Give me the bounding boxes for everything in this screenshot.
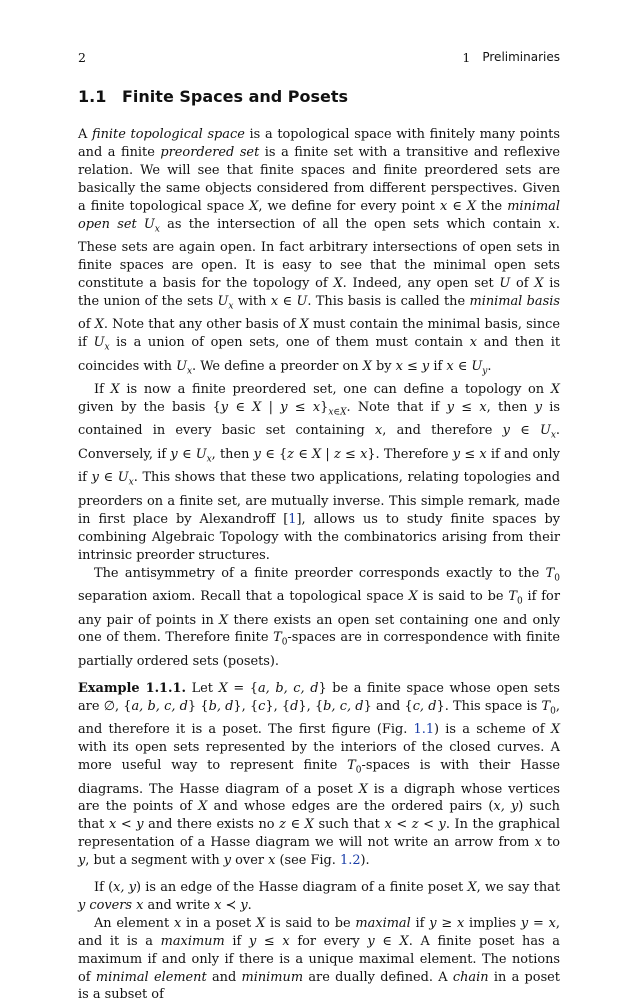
text-run: if [410,915,430,931]
text-run: x [384,817,392,833]
text-run: } [320,400,329,415]
text-run: x [228,301,234,312]
text-run: minimum [241,969,304,985]
text-run: ≤ [340,446,361,462]
text-run: } be a finite space whose open sets are ∅, { [78,680,560,714]
text-run: U [539,423,551,439]
text-run: y [78,853,86,869]
text-run: over [231,853,269,869]
text-run: a, b, c, d [131,698,188,714]
text-run: ≤ [460,446,480,462]
text-run: x [395,358,403,374]
text-run: , and it is a [78,915,560,949]
text-run: . Note that any other basis of [103,317,300,333]
text-run: ∈ [285,817,305,833]
text-run: U [93,335,105,351]
text-run: with [233,293,271,309]
text-run: ∈ { [260,446,288,462]
text-run: . These sets are again open. In fact arbitrary intersections of open sets in finite spaces are open. It is easy to see that the minimal open sets constitute a basis for the topology of [78,216,560,291]
text-run: is contained in every basic set containing [78,400,560,439]
text-run: if [224,933,249,949]
text-run: X [333,275,343,291]
text-run: is a topological space with finitely many points and a finite [78,127,560,160]
text-run: ≤ [454,400,480,415]
text-run: is a digraph whose vertices are the points of [78,781,560,815]
text-run: = { [227,680,258,696]
text-run: X [311,446,322,462]
text-run: T [541,698,551,714]
text-run: U [176,358,187,374]
text-run: x [108,817,117,833]
text-run: | [261,400,281,415]
text-run: If ( [94,880,114,896]
text-run: 0 [355,765,362,776]
text-run: x [186,366,193,377]
text-run: }, { [298,698,324,714]
text-run: ≥ [436,915,457,931]
cross-reference-link[interactable]: 1 [288,511,297,527]
text-run: ∈ [453,358,472,374]
text-run: T [545,565,555,581]
text-run: . A finite poset has a maximum if and only if there is a unique maximal element. The notions of [78,933,560,985]
text-run: x [206,454,212,465]
text-run: < [116,817,137,833]
cross-reference-link[interactable]: 1.1 [413,722,435,738]
text-run: | [321,446,334,462]
text-run: , then [211,446,254,462]
text-run: < [391,817,412,833]
text-run: y [220,400,229,415]
text-run: minimal open set U [78,198,560,232]
text-run: }, { [233,698,259,714]
text-run: and [206,969,242,985]
text-run: T [508,589,517,605]
text-run: if for any pair of points in [78,589,560,628]
text-run: y [446,400,455,415]
text-run: b, d [208,698,234,714]
text-run: is the union of the sets [78,275,561,309]
text-run: y [136,817,144,833]
text-run: ∈ [228,400,253,415]
text-run: y [367,933,375,949]
text-run: X [304,817,314,833]
text-run: U [499,275,511,291]
text-run: Let [185,680,219,696]
text-run: x, y [113,880,136,896]
text-run: X [110,382,120,398]
text-run: x, y [493,799,519,815]
text-run: ) such that [78,799,560,833]
text-run: b, c, d [323,698,364,714]
paragraph-preordered-sets [78,381,560,564]
text-run: y [452,446,461,462]
text-run: y [240,897,248,913]
text-run: y [502,423,510,439]
text-run: . This basis is called the [307,293,470,309]
text-run: y [534,400,542,415]
text-run: x [360,446,368,462]
text-run: , we define for every point [258,198,440,214]
text-run: , and therefore it is a poset. The first figure (Fig. [78,698,560,738]
text-run: -spaces are in correspondence with finite partially ordered sets (posets). [78,630,560,669]
text-run: is said to be [417,589,509,605]
text-run: . Indeed, any open set [342,275,500,291]
text-run: . Conversely, if [78,423,560,462]
text-run: x [173,915,182,931]
text-run: y [253,446,261,462]
paragraph-covers [78,879,560,915]
text-run: x [282,933,290,949]
text-run: U [471,358,483,374]
text-run: , and therefore [382,423,503,439]
text-run: in a poset [181,915,256,931]
text-run: X [255,915,266,931]
text-run: minimal basis [469,293,560,309]
text-run: finite topological space [92,127,245,142]
text-run: , we say that [476,880,561,896]
text-run: X [198,799,208,815]
text-run: ) is an edge of the Hasse diagram of a finite poset [136,880,468,896]
page-number: 2 [78,50,86,65]
section-heading [78,87,348,106]
text-run: in a poset is a subset of [78,969,560,1003]
text-run: minimal element [95,969,207,985]
text-run: X [94,317,104,333]
text-run: , then [486,400,535,415]
text-run: ∈ [177,446,196,462]
text-run: c [258,698,266,714]
text-run: If [94,382,111,398]
text-run: y [223,853,232,869]
running-header [462,50,560,65]
text-run: ∈ [98,470,118,486]
paragraph-finite-spaces [78,126,560,381]
text-run: X [362,358,372,374]
text-run: X [550,722,561,738]
text-run: X [534,275,544,291]
paragraph-antisymmetry [78,565,560,671]
text-run: U [195,446,207,462]
text-run: x [479,446,487,462]
text-run: x [446,358,454,374]
text-run: is a union of open sets, one of them must contain [109,335,470,351]
text-run: T [347,758,356,774]
text-run: X [252,400,262,415]
text-run: . In the graphical representation of a Hasse diagram we will not write an arrow from [78,817,561,851]
text-run: X [219,612,229,628]
section-number: 1.1 [78,87,107,106]
text-run: The antisymmetry of a finite preorder corresponds exactly to the [94,565,546,581]
text-run: An element [94,915,174,931]
text-run: if and only if [78,446,560,486]
text-run: -spaces is with their Hasse diagrams. The Hasse diagram of a poset [78,758,560,797]
text-run: X [299,317,309,333]
text-run: of [78,317,95,333]
text-run: maximum [160,933,225,949]
text-run: y [170,446,178,462]
text-run: . [487,358,492,374]
text-run: ∈ [374,933,400,949]
text-run: ≤ [287,400,313,415]
text-run: z [287,446,294,462]
text-run: a, b, c, d [257,680,319,696]
text-run: x [439,198,448,214]
cross-reference-link[interactable]: 1.2 [340,853,361,869]
text-run: X [408,589,418,605]
running-header-section-title: Preliminaries [482,50,560,64]
text-run: and then it coincides with [78,335,560,374]
text-run: x∈X [328,407,347,418]
text-run: x [534,835,542,851]
text-run: X [249,198,259,214]
text-run: . This shows that these two applications, relating topologies and preorders on a finite set, are mutually inverse. This simple remark, made in first place by Alexandroff [ [78,470,560,527]
text-run: ∈ [447,198,467,214]
text-run: x [268,853,276,869]
text-run: 0 [281,638,288,649]
text-run: y [438,817,446,833]
text-run: ≤ [256,933,283,949]
text-run: and there exists no [143,817,280,833]
text-run: . Note that if [346,400,447,415]
text-run: } and { [363,698,413,714]
text-run: < [418,817,439,833]
text-run: X [358,781,368,797]
text-run: y [482,366,488,377]
text-run: z [411,817,419,833]
text-run: ) is a scheme of [434,722,551,738]
text-run: with its open sets represented by the interiors of the closed curves. A more useful way to represent finite [78,740,560,774]
example-label: Example 1.1.1. [78,680,186,696]
text-run: c, d [412,698,437,714]
text-run: given by the basis { [78,400,221,415]
text-run: y [248,933,257,949]
text-run: y [421,358,430,374]
text-run: , but a segment with [85,853,224,869]
text-run: y [91,470,99,486]
text-run: y [280,400,288,415]
text-run: y [429,915,437,931]
text-run: separation axiom. Recall that a topological space [78,589,409,605]
text-run: x [479,400,487,415]
text-run: A [78,127,92,142]
text-run: = [528,915,549,931]
text-run: ∈ [509,423,540,439]
text-run: z [279,817,286,833]
paragraph-maximal [78,915,560,1004]
text-run: is a finite set with a transitive and reflexive relation. We will see that finite spaces and finite preordered sets are basically the same objects considered from different perspectives. Given a finite topological space [78,144,560,214]
text-run: must contain the minimal basis, since if [78,317,560,351]
text-run: . We define a preorder on [192,358,363,374]
running-header-section-number: 1 [462,50,471,65]
text-run: if [429,358,447,374]
text-run: for every [289,933,368,949]
text-run: y covers x [78,897,144,913]
text-run: there exists an open set containing one and only one of them. Therefore finite [78,612,561,646]
text-run: preordered set [160,144,260,160]
text-run: 0 [554,573,560,584]
text-run: 0 [550,706,556,717]
text-run: y [520,915,529,931]
text-run: }, { [265,698,291,714]
text-run: x [154,224,160,235]
text-run: such that [313,817,385,833]
paragraph-example-1-1-1 [78,680,560,870]
text-run: to [541,835,561,851]
text-run: x [550,431,556,442]
text-run: X [466,198,477,214]
text-run: X [399,933,409,949]
text-run: and whose edges are the ordered pairs ( [207,799,494,815]
text-run: }. This space is [436,698,542,714]
text-run: x [214,897,222,913]
text-run: x [270,293,279,309]
text-run: } { [187,698,209,714]
text-run: ∈ [293,446,312,462]
text-run: X [218,680,228,696]
section-title: Finite Spaces and Posets [122,87,349,106]
text-run: x [548,216,556,232]
text-run: are dually defined. A [303,969,453,985]
text-run: x [548,915,556,931]
text-run: is now a finite preordered set, one can define a topology on [119,382,551,398]
text-run: T [273,630,282,646]
text-run: is said to be [265,915,356,931]
text-run: x [456,915,465,931]
text-run: X [550,382,560,398]
text-run: d [290,698,299,714]
text-run: x [374,423,383,439]
text-run: }. Therefore [367,446,453,462]
text-run: (see Fig. [275,853,341,869]
text-run: x [128,478,134,489]
body-text [78,126,560,1004]
text-run: ≺ [221,897,241,913]
text-run: of [510,275,535,291]
text-run: 0 [516,596,523,607]
text-run: the [476,198,508,214]
text-run: ). [360,853,370,869]
text-run: x [469,335,478,351]
text-run: z [334,446,341,462]
text-run: x [312,400,321,415]
text-run: ∈ [278,293,297,309]
text-run: by [371,358,396,374]
text-run: X [467,880,477,896]
text-run: ], allows us to study finite spaces by combining Algebraic Topology with the combinatorics arising from their intrinsic preorder structures. [78,511,560,563]
text-run: maximal [355,915,411,931]
text-run: U [296,293,308,309]
text-run: and write [143,897,215,913]
text-run: U [117,470,129,486]
text-run: as the intersection of all the open sets which contain [159,216,549,232]
text-run: chain [452,969,489,985]
text-run: implies [464,915,521,931]
text-run: ≤ [402,358,422,374]
text-run: U [217,293,229,309]
text-run: . [247,897,252,913]
text-run: x [104,342,110,353]
